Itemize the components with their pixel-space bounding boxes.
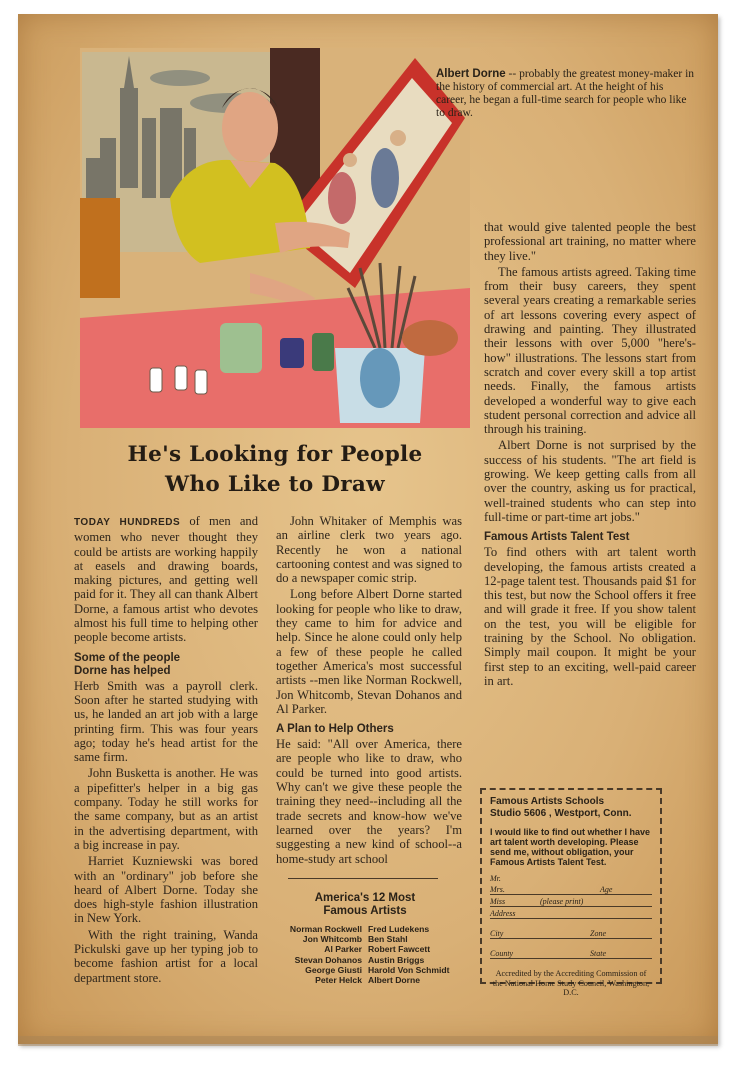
artists-title-line-1: America's 12 Most (314, 892, 416, 904)
artist-name: George Giusti (305, 964, 362, 975)
zone-label: Zone (590, 929, 606, 938)
paragraph: John Busketta is another. He was a pipefitter's helper in a big gas company. Today he still works for the same company, but as an artist in the advertising department, with a big increase in pay. (74, 766, 258, 852)
paragraph: With the right training, Wanda Pickulski gave up her typing job to become fashion artist for a local department store. (74, 927, 258, 985)
paragraph (74, 514, 258, 645)
subheading-line-1: Some of the people (74, 651, 181, 664)
paragraph: Albert Dorne is not surprised by the success of his students. "The art field is growing. We keep getting calls from all over the country, asking us for practical, well-trained students who can step into full-time or part-time art jobs." (484, 438, 696, 524)
artist-name: Harold Von Schmidt (368, 964, 450, 975)
coupon-request-text: I would like to find out whether I have art talent worth developing. Please send me, without obligation, your Famous Artists Talent Test. (490, 827, 651, 867)
paragraph: The famous artists agreed. Taking time from their busy careers, they spent several years creating a remarkable series of art lessons covering every aspect of drawing and painting. They illustrated their lessons with over 5,000 "here's-how" illustrations. The lessons start from scratch and cover every skill a top artist needs. Finally, the famous artists developed a wonderful way to give each student personal correction and advice all through his training. (484, 264, 696, 437)
artists-list-title (272, 892, 458, 918)
paragraph: that would give talented people the best professional art training, no matter where they live." (484, 220, 696, 263)
paragraph: He said: "All over America, there are people who like to draw, who could be turned into good artists. Why can't we give these people the training they need--including all the trade secrets and know-how we've learned over the years? I'm suggesting a new kind of school--a home-study art school (276, 737, 462, 866)
artist-name: Jon Whitcomb (302, 934, 362, 945)
state-label: State (590, 949, 606, 958)
paragraph: John Whitaker of Memphis was an airline clerk two years ago. Recently he won a national cartooning contest and was signed to do a newspaper comic strip. (276, 514, 462, 586)
paragraph-text: of men and women who never thought they could be artists are working happily at easels and drawing boards, making pictures, and getting well paid for it. They all can thank Albert Dorne, a famous artist who devotes almost his full time to helping other people become artists. (74, 514, 259, 645)
subheading-line-2: Dorne has helped (74, 664, 171, 677)
page-shadow-edge (18, 1036, 718, 1046)
address-field[interactable] (490, 909, 652, 919)
city-field[interactable] (490, 929, 652, 939)
caption-name: Albert Dorne (436, 68, 506, 80)
artist-name: Ben Stahl (368, 934, 408, 945)
county-field[interactable] (490, 949, 652, 959)
lead-in: TODAY HUNDREDS (74, 517, 181, 528)
coupon-address: Studio 5606 , Westport, Conn. (490, 808, 632, 819)
coupon-school-name: Famous Artists Schools (490, 796, 605, 807)
article-column-3 (484, 220, 696, 690)
artist-name: Austin Briggs (368, 954, 425, 965)
list-item (266, 924, 466, 934)
list-item (266, 975, 466, 985)
list-item (266, 934, 466, 944)
subheading (74, 652, 258, 678)
list-item (266, 944, 466, 954)
age-label: Age (600, 885, 613, 894)
article-column-1 (74, 514, 258, 987)
paragraph: Harriet Kuzniewski was bored with an "ordinary" job before she heard of Albert Dorne. Today she does high-style fashion illustration in New York. (74, 854, 258, 926)
artist-name: Fred Ludekens (368, 924, 430, 934)
paragraph: Herb Smith was a payroll clerk. Soon after he started studying with us, he landed an art job with a large printing firm. This was four years ago; today he's head artist for the same firm. (74, 678, 258, 765)
artist-name: Albert Dorne (368, 975, 421, 986)
name-line[interactable] (490, 897, 652, 907)
county-label: County (490, 949, 514, 958)
salutation-mr: Mr. (490, 874, 501, 883)
accreditation-note: Accredited by the Accrediting Commission of the National Home Study Council, Washington, D.C. (492, 969, 650, 997)
subheading: Famous Artists Talent Test (484, 531, 630, 544)
list-item (266, 955, 466, 965)
print-hint: (please print) (540, 897, 584, 906)
paragraph: To find others with art talent worth developing, the famous artists created a 12-page talent test. Thousands paid $1 for this test, but now the School offers it free and will grade it free. If you show talent on the test, you will be eligible for training by the School. No obligation. Simply mail coupon. It might be your first step to an exciting, well-paid career in art. (484, 545, 696, 688)
photo-caption (436, 68, 696, 120)
artist-name: Peter Helck (315, 975, 362, 986)
artist-name: Al Parker (324, 944, 362, 955)
albert-dorne-illustration (80, 48, 470, 428)
salutation-mrs: Mrs. (490, 885, 505, 894)
address-label: Address (490, 909, 516, 918)
caption-text: -- probably the greatest money-maker in the history of commercial art. At the height of his career, he began a full-time search for people who like to draw. (436, 68, 695, 119)
name-field[interactable] (490, 885, 652, 895)
divider (288, 878, 438, 879)
artist-name: Robert Fawcett (368, 944, 431, 955)
artists-list (266, 924, 466, 985)
mail-coupon[interactable] (480, 788, 662, 997)
artist-name: Stevan Dohanos (294, 954, 362, 965)
artist-name: Norman Rockwell (289, 924, 362, 934)
subheading: A Plan to Help Others (276, 723, 394, 736)
artists-title-line-2: Famous Artists (323, 905, 407, 917)
headline-line-1: He's Looking for People (127, 442, 423, 467)
city-label: City (490, 929, 504, 938)
salutation-miss: Miss (490, 897, 506, 906)
article-column-2 (276, 514, 462, 868)
headline (80, 440, 470, 500)
paragraph: Long before Albert Dorne started looking for people who like to draw, they came to him for advice and help. Since he alone could only help a few of these people he called together America's most successful artists --men like Norman Rockwell, Jon Whitcomb, Stevan Dohanos and Al Parker. (276, 587, 462, 716)
list-item (266, 965, 466, 975)
headline-line-2: Who Like to Draw (165, 472, 385, 497)
